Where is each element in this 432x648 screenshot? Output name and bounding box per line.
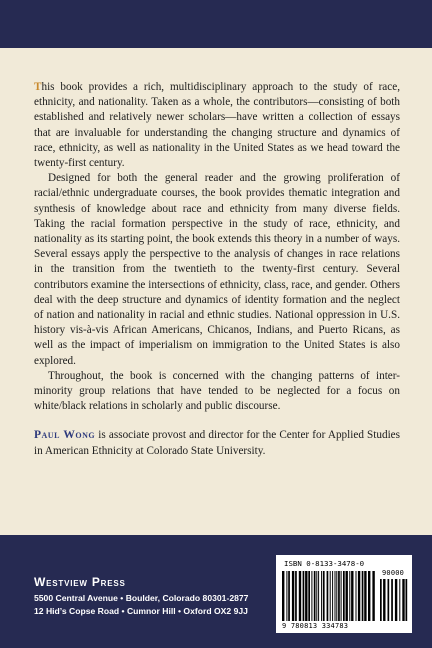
description-paragraph-2: Designed for both the general reader and the growing proliferation of racial/ethnic undergraduate courses, the book provides thematic integration and synthesis of knowledge about race and ethnicity from many diverse fields. Taking the racial formation perspective in the study of race, ethnicity, and nationality as its starting point, the book extends this theory in a number of ways. Several essays apply the perspective to the analysis of changes in race relations in the transition from the twentieth to the twenty-first century. Several contributors examine the intersections of ethnicity, class, race, and gender. Others deal with the deep structure and dynamics of identity formation and the neglect of nation and nationality in racial and ethnic studies. National oppression in U.S. history vis-à-vis African Americans, Chicanos, Indians, and Puerto Ricans, as well as the impact of imperialism on immigration to the United States is also explored. <box>34 172 400 367</box>
barcode-bar <box>358 571 360 621</box>
back-cover-description <box>34 80 400 459</box>
price-code-digits: 90000 <box>382 569 405 577</box>
publisher-name: Westview Press <box>34 575 126 589</box>
barcode-bar <box>349 571 350 621</box>
barcode-bar <box>338 571 340 621</box>
barcode-bar <box>402 579 404 621</box>
barcode-bar <box>399 579 400 621</box>
ean-barcode-bars <box>282 571 375 621</box>
author-bio <box>34 428 400 458</box>
barcode-bar <box>311 571 312 621</box>
barcode-bar <box>406 579 408 621</box>
barcode-bar <box>295 571 297 621</box>
paragraph-1-text: his book provides a rich, multidisciplinary approach to the study of race, ethnicity, and nationality. Taken as a whole, the contributors—consisting of both established and relatively newer scholars—have written a collection of essays that are invaluable for understanding the changing structure and dynamics of race, ethnicity, as well as nationality in the United States as we head toward the twenty-first century. <box>34 81 400 170</box>
barcode-bar <box>335 571 336 621</box>
author-name: Paul Wong <box>34 429 96 442</box>
barcode-bar <box>368 571 370 621</box>
isbn-label: ISBN 0-8133-3478-0 <box>284 559 365 568</box>
barcode-bar <box>321 571 322 621</box>
barcode-bar <box>336 571 337 621</box>
barcode-bar <box>286 571 287 621</box>
barcode-bar <box>346 571 348 621</box>
publisher-block <box>34 575 248 617</box>
barcode-bar <box>308 571 310 621</box>
barcode-bar <box>282 571 284 621</box>
bottom-color-band <box>0 535 432 648</box>
barcode-bar <box>314 571 316 621</box>
barcode-bar <box>383 579 385 621</box>
barcode-bar <box>341 571 342 621</box>
price-barcode-bars <box>380 579 407 621</box>
barcode-bar <box>364 571 366 621</box>
barcode-bar <box>323 571 325 621</box>
barcode-bar <box>343 571 345 621</box>
ean-digits: 9 780813 334783 <box>282 622 349 630</box>
description-paragraph-1 <box>34 80 400 171</box>
barcode-bar <box>288 571 290 621</box>
barcode-bar <box>327 571 329 621</box>
barcode-bar <box>292 571 294 621</box>
barcode-bar <box>316 571 317 621</box>
barcode-bar <box>391 579 393 621</box>
publisher-address-uk: 12 Hid’s Copse Road • Cumnor Hill • Oxford OX2 9JJ <box>34 605 248 616</box>
barcode-bar <box>380 579 382 621</box>
publisher-address-us: 5500 Central Avenue • Boulder, Colorado 80301-2877 <box>34 593 249 603</box>
barcode-bar <box>362 571 364 621</box>
top-color-band <box>0 0 432 48</box>
barcode-panel <box>276 555 412 633</box>
barcode-bar <box>388 579 390 621</box>
dropcap-letter: T <box>34 81 42 93</box>
barcode-bar <box>356 571 357 621</box>
barcode-bar <box>372 571 374 621</box>
barcode-bar <box>332 571 333 621</box>
author-bio-text: is associate provost and director for the Center for Applied Studies in American Ethnicity at Colorado State University. <box>34 429 400 457</box>
barcode-bar <box>303 571 305 621</box>
barcode-bar <box>351 571 353 621</box>
barcode-bar <box>330 571 331 621</box>
barcode-bar <box>305 571 307 621</box>
description-paragraph-3: Throughout, the book is concerned with the changing patterns of inter-minority group relations that have tended to be neglected for a focus on white/black relations in scholarly and public discourse. <box>34 369 400 413</box>
barcode-bar <box>318 571 319 621</box>
barcode-bar <box>395 579 397 621</box>
barcode-bar <box>299 571 301 621</box>
